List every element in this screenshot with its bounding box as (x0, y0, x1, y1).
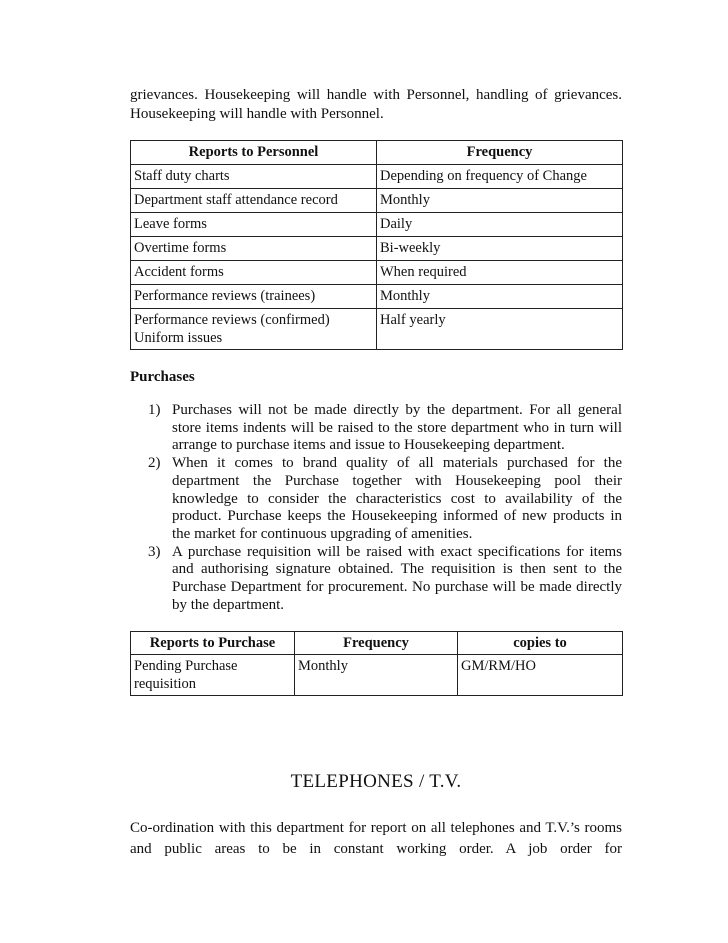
table-row (131, 165, 623, 189)
header-copies-to: copies to (458, 632, 623, 655)
intro-paragraph: grievances. Housekeeping will handle with Personnel, handling of grievances. Housekeeping will handle with Personnel. (130, 87, 622, 122)
list-text: When it comes to brand quality of all materials purchased for the department the Purchase together with Housekeeping pool their knowledge to consider the characteristics cost to availability of the product. Purchase keeps the Housekeeping informed of new products in the market for continuous upgrading of amenities. (172, 455, 622, 542)
table-row (131, 213, 623, 237)
purchase-reports-table (130, 631, 623, 696)
list-number: 1) (148, 402, 161, 418)
copies-to-cell: GM/RM/HO (458, 655, 623, 696)
list-text: Purchases will not be made directly by the department. For all general store items indents will be raised to the store department who in turn will arrange to purchase items and issue to Housekeeping department. (172, 402, 622, 454)
list-text: A purchase requisition will be raised with exact specifications for items and authorising signature obtained. The requisition is then sent to the Purchase Department for procurement. No purchase will be made directly by the department. (172, 543, 622, 613)
header-reports-to-purchase: Reports to Purchase (131, 632, 295, 655)
report-name-line: Uniform issues (134, 330, 223, 346)
report-name-cell: Accident forms (131, 261, 377, 285)
report-name-cell: Department staff attendance record (131, 189, 377, 213)
report-name-cell: Performance reviews (trainees) (131, 285, 377, 309)
list-item (148, 402, 622, 455)
frequency-cell: When required (377, 261, 623, 285)
header-reports-to-personnel: Reports to Personnel (131, 141, 377, 165)
table-row (131, 285, 623, 309)
list-number: 2) (148, 455, 161, 472)
frequency-cell: Half yearly (377, 309, 623, 350)
header-frequency: Frequency (377, 141, 623, 165)
report-name-line: Performance reviews (confirmed) (134, 312, 330, 328)
frequency-cell: Bi-weekly (377, 237, 623, 261)
frequency-cell: Monthly (377, 189, 623, 213)
frequency-cell: Daily (377, 213, 623, 237)
table-row (131, 237, 623, 261)
table-row (131, 189, 623, 213)
report-name-cell: Pending Purchase requisition (131, 655, 295, 696)
report-name-cell (131, 309, 377, 350)
frequency-cell: Monthly (295, 655, 458, 696)
table-row (131, 655, 623, 696)
frequency-cell: Depending on frequency of Change (377, 165, 623, 189)
personnel-reports-table (130, 140, 623, 350)
list-number: 3) (148, 543, 161, 560)
header-frequency: Frequency (295, 632, 458, 655)
report-name-cell: Overtime forms (131, 237, 377, 261)
telephones-paragraph: Co-ordination with this department for report on all telephones and T.V.’s rooms and public areas to be in constant working order. A job order for (130, 820, 622, 857)
table-header-row (131, 632, 623, 655)
telephones-heading: TELEPHONES / T.V. (290, 771, 462, 792)
list-item (148, 455, 622, 544)
table-row (131, 261, 623, 285)
table-row (131, 309, 623, 350)
purchases-heading: Purchases (130, 369, 195, 385)
report-name-cell: Staff duty charts (131, 165, 377, 189)
purchases-list (130, 402, 622, 614)
table-header-row (131, 141, 623, 165)
report-name-cell: Leave forms (131, 213, 377, 237)
frequency-cell: Monthly (377, 285, 623, 309)
list-item (148, 543, 622, 615)
